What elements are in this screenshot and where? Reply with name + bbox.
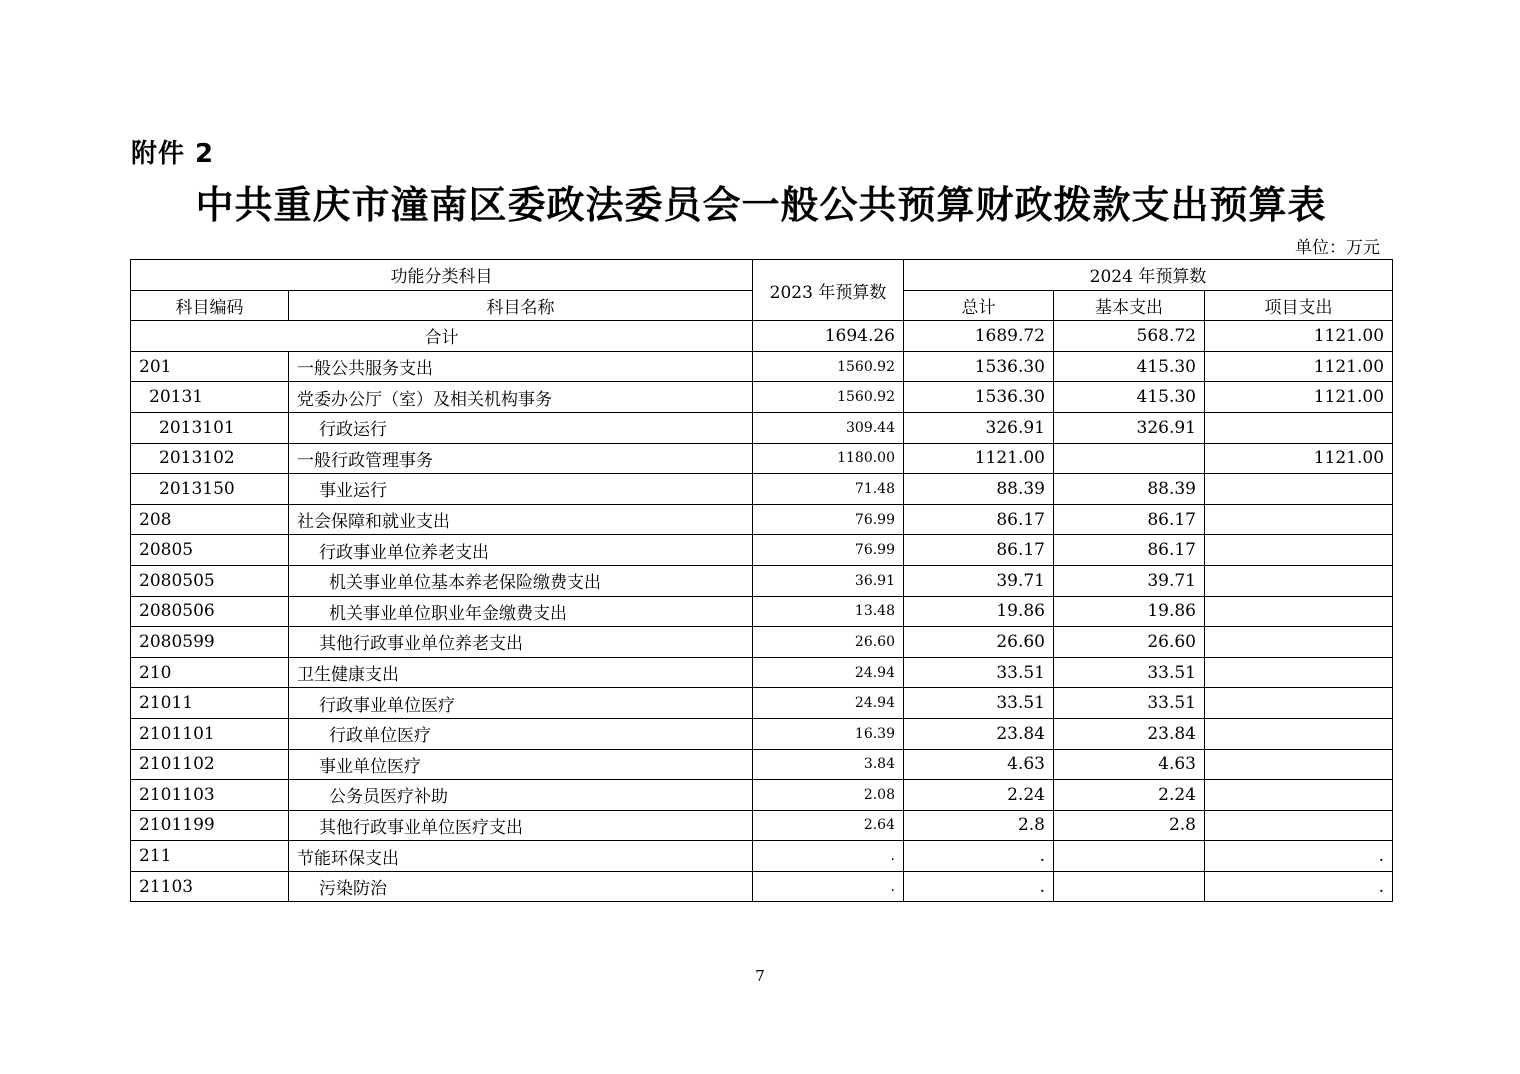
table-row — [131, 596, 1393, 627]
row-total: 326.91 — [904, 412, 1054, 443]
row-code: 2101199 — [131, 810, 289, 841]
row-b2023: 2.64 — [753, 810, 904, 841]
row-code: 2101103 — [131, 780, 289, 811]
row-project — [1205, 474, 1393, 505]
row-name: 事业运行 — [289, 474, 753, 505]
row-code: 20805 — [131, 535, 289, 566]
page-title: 中共重庆市潼南区委政法委员会一般公共预算财政拨款支出预算表 — [195, 183, 1327, 227]
row-basic: 23.84 — [1054, 718, 1205, 749]
row-project: 1121.00 — [1205, 382, 1393, 413]
table-row — [131, 474, 1393, 505]
row-total: 2.8 — [904, 810, 1054, 841]
row-name: 行政事业单位养老支出 — [289, 535, 753, 566]
row-basic: 2.24 — [1054, 780, 1205, 811]
row-b2023: . — [753, 871, 904, 902]
total-b2023: 1694.26 — [753, 321, 904, 352]
row-b2023: 71.48 — [753, 474, 904, 505]
header-budget-2023: 2023 年预算数 — [753, 260, 904, 321]
row-basic — [1054, 871, 1205, 902]
table-row — [131, 688, 1393, 719]
attachment-label: 附件 2 — [131, 139, 215, 169]
row-basic: 415.30 — [1054, 351, 1205, 382]
row-name: 社会保障和就业支出 — [289, 504, 753, 535]
row-name: 节能环保支出 — [289, 841, 753, 872]
row-name: 一般公共服务支出 — [289, 351, 753, 382]
row-code: 2080505 — [131, 565, 289, 596]
row-project — [1205, 535, 1393, 566]
row-project — [1205, 596, 1393, 627]
row-total: 1536.30 — [904, 382, 1054, 413]
row-project: . — [1205, 871, 1393, 902]
row-b2023: 76.99 — [753, 535, 904, 566]
table-row — [131, 718, 1393, 749]
row-total: 19.86 — [904, 596, 1054, 627]
row-basic: 88.39 — [1054, 474, 1205, 505]
row-code: 201 — [131, 351, 289, 382]
header-budget-2024: 2024 年预算数 — [904, 260, 1393, 291]
row-name: 党委办公厅（室）及相关机构事务 — [289, 382, 753, 413]
row-name: 机关事业单位基本养老保险缴费支出 — [289, 565, 753, 596]
table-row — [131, 504, 1393, 535]
row-project — [1205, 688, 1393, 719]
row-total: 23.84 — [904, 718, 1054, 749]
row-total: . — [904, 871, 1054, 902]
row-name: 行政运行 — [289, 412, 753, 443]
row-project — [1205, 412, 1393, 443]
row-b2023: 1560.92 — [753, 351, 904, 382]
total-label: 合计 — [131, 321, 753, 352]
header-function-class: 功能分类科目 — [131, 260, 753, 291]
row-b2023: 24.94 — [753, 688, 904, 719]
total-project: 1121.00 — [1205, 321, 1393, 352]
row-code: 2013101 — [131, 412, 289, 443]
row-total: 88.39 — [904, 474, 1054, 505]
row-code: 2101102 — [131, 749, 289, 780]
row-b2023: 2.08 — [753, 780, 904, 811]
row-total: 4.63 — [904, 749, 1054, 780]
row-name: 机关事业单位职业年金缴费支出 — [289, 596, 753, 627]
row-b2023: 24.94 — [753, 657, 904, 688]
table-row — [131, 780, 1393, 811]
header-basic: 基本支出 — [1054, 290, 1205, 321]
row-basic: 39.71 — [1054, 565, 1205, 596]
table-row — [131, 535, 1393, 566]
row-basic: 326.91 — [1054, 412, 1205, 443]
row-name: 行政单位医疗 — [289, 718, 753, 749]
row-project — [1205, 504, 1393, 535]
row-basic — [1054, 841, 1205, 872]
table-row — [131, 871, 1393, 902]
row-total: 86.17 — [904, 535, 1054, 566]
row-total: . — [904, 841, 1054, 872]
row-project — [1205, 565, 1393, 596]
row-name: 卫生健康支出 — [289, 657, 753, 688]
row-b2023: 76.99 — [753, 504, 904, 535]
row-total: 26.60 — [904, 627, 1054, 658]
row-b2023: 1560.92 — [753, 382, 904, 413]
row-b2023: 13.48 — [753, 596, 904, 627]
row-total: 33.51 — [904, 688, 1054, 719]
table-row — [131, 810, 1393, 841]
row-code: 2080506 — [131, 596, 289, 627]
row-project: . — [1205, 841, 1393, 872]
row-name: 行政事业单位医疗 — [289, 688, 753, 719]
table-row — [131, 749, 1393, 780]
table-row — [131, 841, 1393, 872]
row-code: 208 — [131, 504, 289, 535]
row-code: 210 — [131, 657, 289, 688]
row-project: 1121.00 — [1205, 443, 1393, 474]
header-name: 科目名称 — [289, 290, 753, 321]
row-code: 211 — [131, 841, 289, 872]
row-project — [1205, 749, 1393, 780]
row-project — [1205, 810, 1393, 841]
table-row — [131, 565, 1393, 596]
row-total: 86.17 — [904, 504, 1054, 535]
row-code: 21011 — [131, 688, 289, 719]
total-total: 1689.72 — [904, 321, 1054, 352]
row-name: 公务员医疗补助 — [289, 780, 753, 811]
row-code: 2080599 — [131, 627, 289, 658]
row-code: 2101101 — [131, 718, 289, 749]
table-row — [131, 351, 1393, 382]
row-basic: 2.8 — [1054, 810, 1205, 841]
row-total: 2.24 — [904, 780, 1054, 811]
unit-label: 单位：万元 — [1295, 238, 1380, 258]
row-project: 1121.00 — [1205, 351, 1393, 382]
row-b2023: 16.39 — [753, 718, 904, 749]
table-row — [131, 627, 1393, 658]
row-basic — [1054, 443, 1205, 474]
row-project — [1205, 780, 1393, 811]
row-basic: 19.86 — [1054, 596, 1205, 627]
row-code: 2013102 — [131, 443, 289, 474]
total-basic: 568.72 — [1054, 321, 1205, 352]
row-basic: 86.17 — [1054, 504, 1205, 535]
row-b2023: 26.60 — [753, 627, 904, 658]
row-code: 2013150 — [131, 474, 289, 505]
row-basic: 33.51 — [1054, 688, 1205, 719]
row-project — [1205, 657, 1393, 688]
row-code: 21103 — [131, 871, 289, 902]
row-b2023: . — [753, 841, 904, 872]
table-row — [131, 382, 1393, 413]
row-name: 事业单位医疗 — [289, 749, 753, 780]
row-basic: 26.60 — [1054, 627, 1205, 658]
row-name: 一般行政管理事务 — [289, 443, 753, 474]
row-project — [1205, 718, 1393, 749]
row-basic: 415.30 — [1054, 382, 1205, 413]
row-basic: 86.17 — [1054, 535, 1205, 566]
row-basic: 33.51 — [1054, 657, 1205, 688]
row-b2023: 1180.00 — [753, 443, 904, 474]
header-code: 科目编码 — [131, 290, 289, 321]
row-total: 1536.30 — [904, 351, 1054, 382]
row-name: 其他行政事业单位医疗支出 — [289, 810, 753, 841]
header-total: 总计 — [904, 290, 1054, 321]
row-b2023: 36.91 — [753, 565, 904, 596]
row-b2023: 309.44 — [753, 412, 904, 443]
row-basic: 4.63 — [1054, 749, 1205, 780]
table-row — [131, 657, 1393, 688]
row-total: 1121.00 — [904, 443, 1054, 474]
row-name: 其他行政事业单位养老支出 — [289, 627, 753, 658]
row-total: 39.71 — [904, 565, 1054, 596]
total-row — [131, 321, 1393, 352]
header-project: 项目支出 — [1205, 290, 1393, 321]
row-name: 污染防治 — [289, 871, 753, 902]
page-number: 7 — [755, 967, 765, 985]
row-b2023: 3.84 — [753, 749, 904, 780]
budget-table — [130, 259, 1393, 902]
row-project — [1205, 627, 1393, 658]
row-code: 20131 — [131, 382, 289, 413]
table-row — [131, 412, 1393, 443]
row-total: 33.51 — [904, 657, 1054, 688]
table-row — [131, 443, 1393, 474]
